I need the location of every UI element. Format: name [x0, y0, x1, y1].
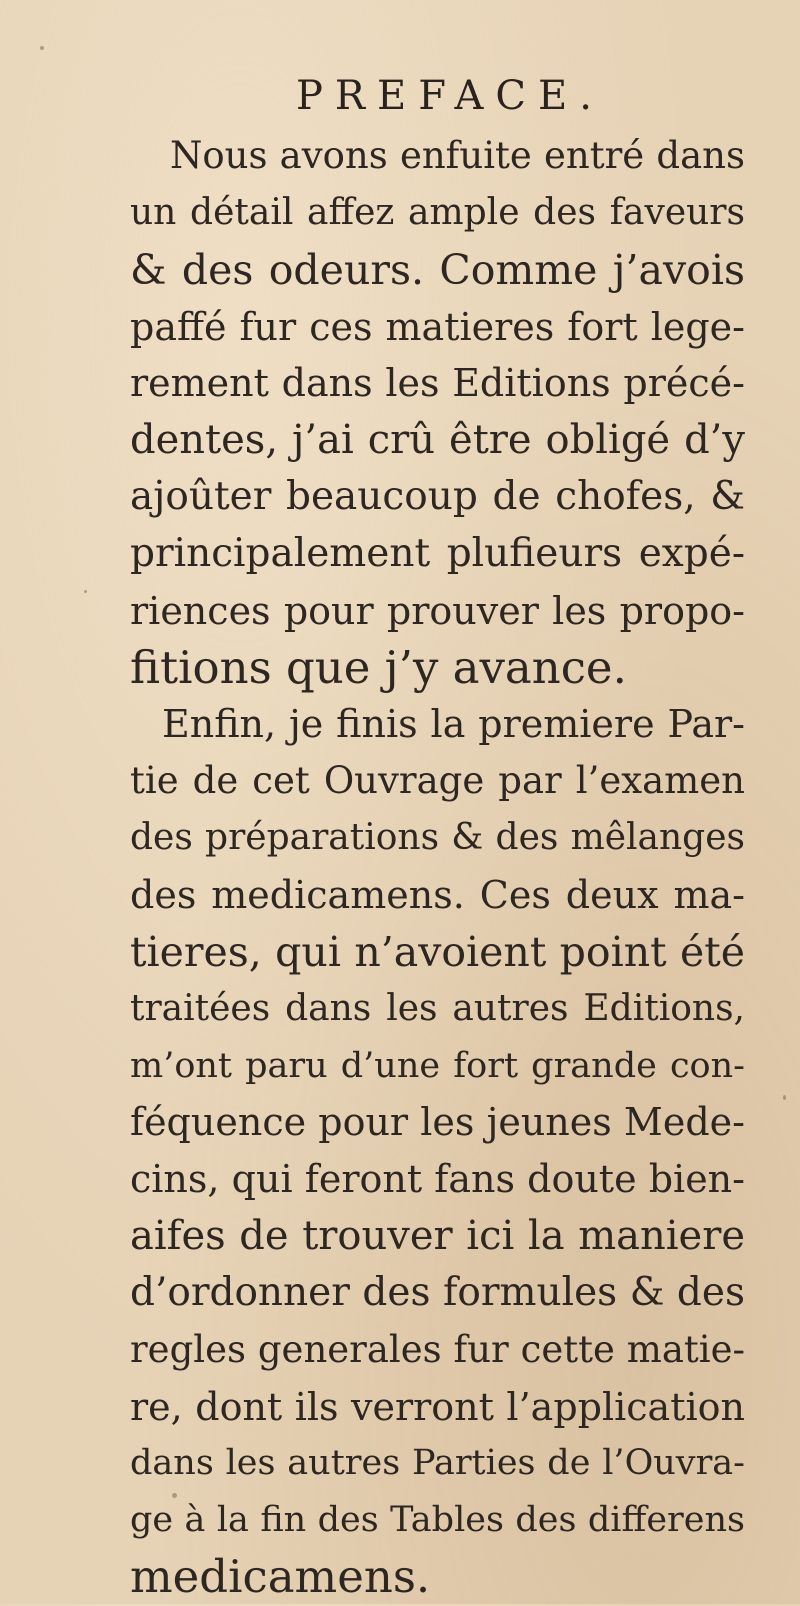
paper-speck: [40, 46, 44, 50]
paragraph-2-line-9: cins, qui feront fans doute bien-: [130, 1157, 745, 1202]
paragraph-2-line-12: regles generales fur cette matie-: [130, 1327, 745, 1371]
paragraph-1-line-3: & des odeurs. Comme j’avois: [130, 245, 745, 294]
paragraph-2-line-4: des medicamens. Ces deux ma-: [130, 872, 745, 917]
paragraph-2-line-10: aifes de trouver ici la maniere: [130, 1213, 745, 1260]
paragraph-2-line-1: Enfin, je finis la premiere Par-: [162, 702, 745, 747]
paragraph-2-line-7: m’ont paru d’une fort grande con-: [130, 1045, 745, 1086]
paragraph-2-line-2: tie de cet Ouvrage par l’examen: [130, 759, 745, 803]
body-text: [130, 128, 745, 1606]
paragraph-1-line-2: un détail affez ample des faveurs: [130, 191, 745, 233]
paragraph-1-line-6: dentes, j’ai crû être obligé d’y: [130, 417, 745, 464]
paper-speck: [783, 1095, 786, 1100]
paragraph-1-line-5: rement dans les Editions précé-: [130, 361, 745, 406]
paragraph-1-line-10: fitions que j’y avance.: [130, 640, 627, 694]
paragraph-2-line-15: ge à la fin des Tables des differens: [130, 1500, 745, 1541]
paragraph-1-line-4: paffé fur ces matieres fort lege-: [130, 304, 745, 349]
paragraph-2-line-11: d’ordonner des formules & des: [130, 1269, 745, 1315]
paragraph-2-line-8: féquence pour les jeunes Mede-: [130, 1100, 745, 1145]
paragraph-2-line-14: dans les autres Parties de l’Ouvra-: [130, 1443, 745, 1484]
paper-speck: [172, 1493, 177, 1498]
paragraph-1-line-8: principalement plufieurs expé-: [130, 530, 745, 576]
paragraph-1-line-9: riences pour prouver les propo-: [130, 588, 745, 633]
paper-speck: [84, 590, 87, 593]
paragraph-2-line-13: re, dont ils verront l’application: [130, 1384, 745, 1429]
paragraph-2-line-16: medicamens.: [130, 1550, 431, 1604]
paragraph-2-line-5: tieres, qui n’avoient point été: [130, 927, 745, 976]
paragraph-2-line-6: traitées dans les autres Editions,: [130, 987, 745, 1029]
paragraph-1-line-7: ajoûter beaucoup de chofes, &: [130, 474, 745, 520]
paragraph-2-line-3: des préparations & des mêlanges: [130, 817, 745, 859]
paragraph-1-line-1: Nous avons enfuite entré dans: [170, 134, 745, 177]
running-head: PREFACE.: [296, 73, 604, 119]
